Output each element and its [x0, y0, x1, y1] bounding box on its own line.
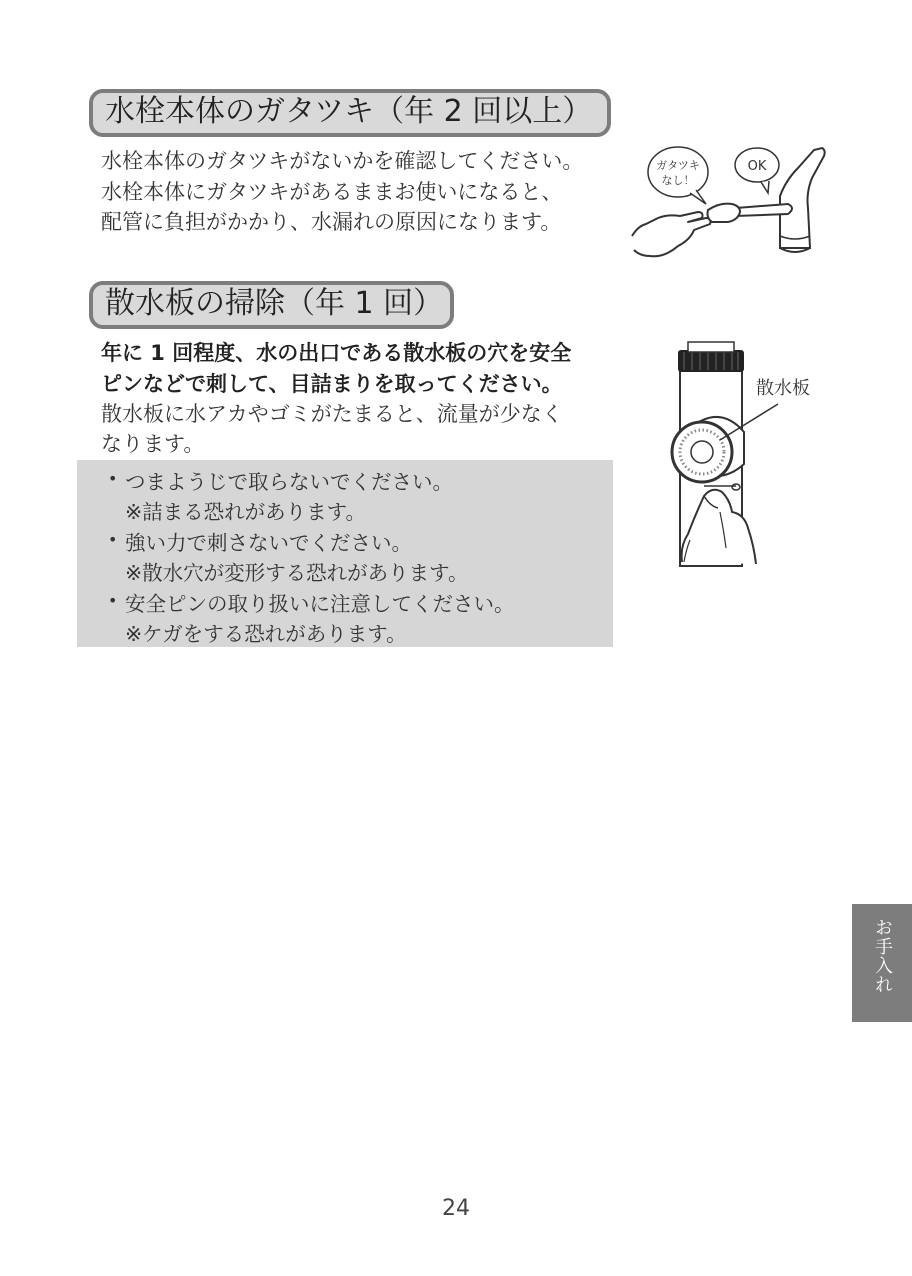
pointing-hand	[632, 212, 711, 256]
note-1-text: つまようじで取らないでください。	[125, 470, 453, 494]
faucet-wobble-illustration	[628, 138, 834, 264]
note-3-sub: ※ケガをする恐れがあります。	[125, 622, 407, 646]
note-bullet-1: •	[108, 469, 118, 488]
section1-heading: 水栓本体のガタツキ（年 2 回以上）	[89, 89, 611, 137]
section2-bold-line-2: ピンなどで刺して、目詰まりを取ってください。	[101, 372, 563, 396]
speech-bubble-left	[648, 147, 708, 197]
section-side-tab[interactable]: お手入れ	[852, 904, 912, 1022]
spray-plate-illustration	[660, 336, 830, 568]
note-2-text: 強い力で刺さないでください。	[125, 531, 412, 555]
section1-line-3: 配管に負担がかかり、水漏れの原因になります。	[101, 210, 562, 234]
section2-line-1: 散水板に水アカやゴミがたまると、流量が少なく	[101, 402, 563, 426]
section2-bold-line-1: 年に 1 回程度、水の出口である散水板の穴を安全	[101, 341, 572, 365]
bubble-left-text-2: なし！	[661, 174, 695, 187]
section1-line-2: 水栓本体にガタツキがあるままお使いになると、	[101, 180, 563, 204]
note-3-text: 安全ピンの取り扱いに注意してください。	[125, 592, 515, 616]
note-1-sub: ※詰まる恐れがあります。	[125, 500, 367, 524]
note-bullet-2: •	[108, 530, 118, 549]
spray-plate-label: 散水板	[756, 378, 810, 399]
note-bullet-3: •	[108, 591, 118, 610]
section2-line-2: なります。	[101, 432, 205, 456]
section2-heading: 散水板の掃除（年 1 回）	[89, 281, 454, 329]
bubble-right-text: OK	[747, 159, 767, 174]
note-2-sub: ※散水穴が変形する恐れがあります。	[125, 561, 469, 585]
section1-line-1: 水栓本体のガタツキがないかを確認してください。	[101, 149, 584, 173]
bubble-left-text-1: ガタツキ	[656, 159, 700, 172]
faucet-body	[780, 148, 825, 248]
faucet-top-ring	[678, 350, 744, 372]
page-number: 24	[442, 1196, 470, 1221]
hand-on-lever	[708, 204, 741, 222]
faucet-lever	[736, 204, 792, 216]
